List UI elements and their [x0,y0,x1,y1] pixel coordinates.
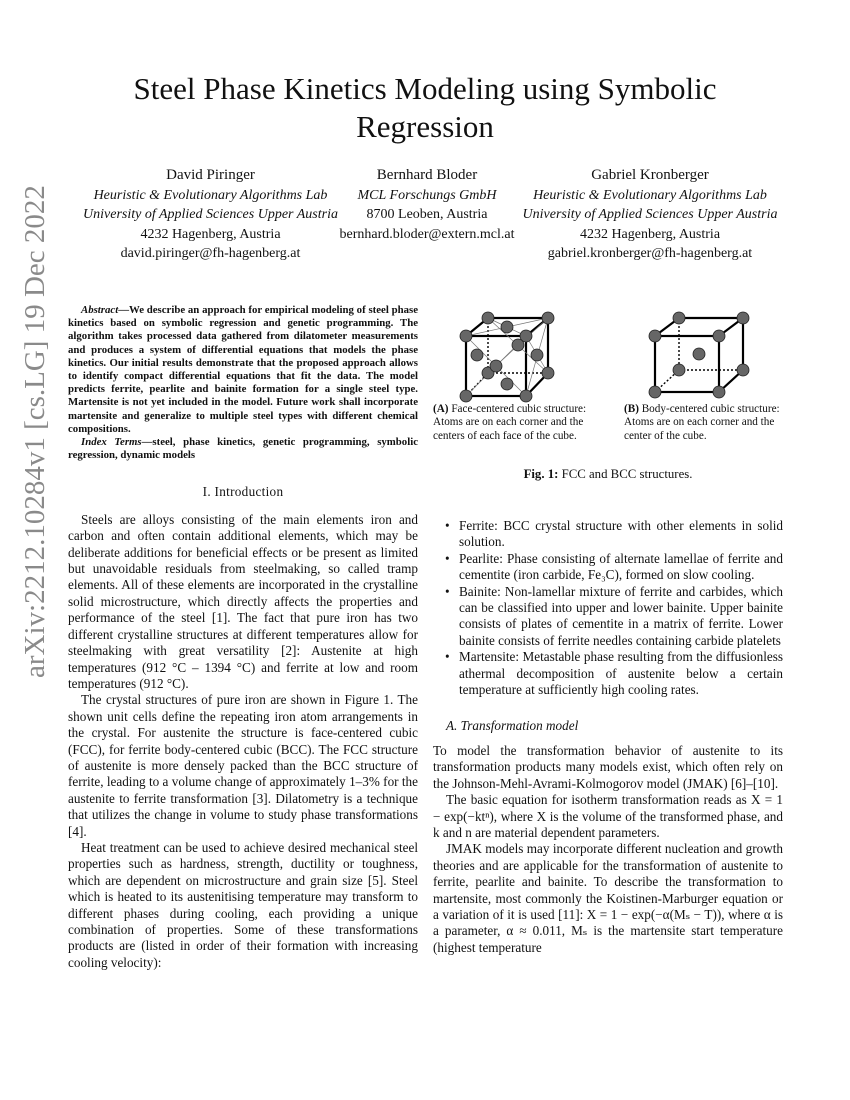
subcaption-b-text: Body-centered cubic structure: Atoms are on each corner and the center of the cube. [624,403,780,442]
figure-caption-text: FCC and BCC structures. [558,467,693,481]
figure-fcc [456,308,560,409]
phase-list [433,518,783,698]
intro-paragraph-3: Heat treatment can be used to achieve desired mechanical steel properties such as hardness, strength, ductility or toughness, which are dependent on microstructure and grain size [5]. Steel which is heated to its austenitising temperature may transform to different phases during cooling, each providing a unique combination of properties. Some of these transformations products are (listed in order of their formation with increasing cooling velocity): [68,839,418,970]
author-affiliation: Heuristic & Evolutionary Algorithms Lab [533,187,767,203]
author-email: bernhard.bloder@extern.mcl.at [339,226,515,242]
right-column [433,518,783,956]
section-heading-introduction: I. Introduction [202,484,284,500]
author-affiliation-2: University of Applied Sciences Upper Austria [522,207,778,222]
abstract [68,304,418,462]
list-item: • Bainite: Non-lamellar mixture of ferrite and carbides, which can be classified into upper and lower bainite. Upper bainite consists of plates of cementite in a matrix of ferrite. Lower bainite consists of ferrite needles containing carbide platelets [433,584,783,650]
author-address: 4232 Hagenberg, Austria [579,226,721,242]
list-item: • Martensite: Metastable phase resulting from the diffusionless athermal decomposition of austenite below a certain temperature at sufficiently high cooling rates. [433,649,783,698]
left-column [68,304,418,971]
author-email: david.piringer@fh-hagenberg.at [120,246,301,261]
figure-caption [433,467,783,482]
list-item: • Ferrite: BCC crystal structure with other elements in solid solution. [433,518,783,551]
subsection-paragraph-1: To model the transformation behavior of austenite to its transformation products many models exist, which often rely on the Johnson-Mehl-Avrami-Kolmogorov model (JMAK) [6]–[10]. [433,742,783,791]
subcaption-a [433,403,598,443]
author-affiliation: Heuristic & Evolutionary Algorithms Lab [93,187,328,203]
subsection-heading: A. Transformation model [446,718,579,734]
author-name: David Piringer [166,167,255,183]
fcc-cube-diagram [456,308,560,404]
index-terms-label: Index Terms [81,436,142,449]
author-address: 4232 Hagenberg, Austria [140,226,281,242]
author-address: 8700 Leoben, Austria [366,207,488,222]
list-item: • Pearlite: Phase consisting of alternate lamellae of ferrite and cementite (iron carbide, Fe₃C), formed on slow cooling. [433,551,783,584]
figure-caption-label: Fig. 1: [523,467,559,481]
subcaption-a-text: Face-centered cubic structure: Atoms are on each corner and the centers of each face of the cube. [433,403,587,442]
index-terms-text: —steel, phase kinetics, genetic programming, symbolic regression, dynamic models [68,436,418,462]
author-email: gabriel.kronberger@fh-hagenberg.at [547,246,753,261]
author-name: Gabriel Kronberger [591,167,709,183]
subsection-paragraph-2: The basic equation for isotherm transformation reads as X = 1 − exp(−ktⁿ), where X is the volume of the transformed phase, and k and n are material dependent parameters. [433,792,783,840]
author-affiliation-2: University of Applied Sciences Upper Austria [83,207,338,222]
figure-bcc [643,310,755,405]
author-block-2 [332,166,522,244]
abstract-text: —We describe an approach for empirical modeling of steel phase kinetics based on symbolic regression and genetic programming. The algorithm takes processed data gathered from dilatometer measurements and produces a system of differential equations that models the phase kinetics. Our initial results demonstrate that the proposed approach allows to identify compact differential equations that fit the data. The model predicts ferrite, pearlite and bainite formation for a single steel type. Martensite is not yet included in the model. Future work shall incorporate martensite and generalize to multiple steel types with different chemical compositions. [68,304,418,435]
author-block-1 [68,166,353,264]
subcaption-b [624,403,789,443]
intro-paragraph-2: The crystal structures of pure iron are shown in Figure 1. The shown unit cells define the repeating iron atom arrangements in the crystal. For austenite the structure is face-centered cubic (FCC), for ferrite body-centered cubic (BCC). The FCC structure of austenite is more densely packed than the BCC structure of ferrite, leading to a volume change of approximately 1–3% for the austenite to ferrite transformation [3]. Dilatometry is a technique that utilizes the change in volume to study phase transformations [4]. [68,692,418,839]
author-name: Bernhard Bloder [376,167,478,183]
intro-paragraph-1: Steels are alloys consisting of the main elements iron and carbon and often contain additional elements, which may be deliberate additions for beneficial effects or be present as limited but unavoidable residuals from steelmaking, so called tramp elements. All of these elements are incorporated in the crystalline solid microstructure, which directly affects the properties and performance of the steel [1]. The fact that pure iron has two different crystalline structures at different temperatures allow for steelmaking with great versatility [2]: Austenite at high temperatures (912 °C – 1394 °C) and ferrite at low and room temperatures (912 °C). [68,511,418,691]
author-affiliation: MCL Forschungs GmbH [357,187,497,203]
paper-title: Steel Phase Kinetics Modeling using Symbolic Regression [133,71,717,144]
author-block-3 [505,166,795,264]
subcaption-a-label: (A) [433,403,449,415]
subsection-paragraph-3: JMAK models may incorporate different nucleation and growth theories and are applicable for the transformation of austenite to ferrite, pearlite and bainite. To describe the transformation to martensite, most commonly the Koistinen-Marburger equation or a variation of it is used [11]: X = 1 − exp(−α(Mₛ − T)), where α is a parameter, α ≈ 0.011, Mₛ is the martensite start temperature (highest temperature [433,841,783,955]
abstract-label: Abstract [81,304,119,316]
subcaption-b-label: (B) [624,403,639,415]
arxiv-identifier: arXiv:2212.10284v1 [cs.LG] 19 Dec 2022 [19,185,51,678]
bcc-cube-diagram [643,310,755,400]
